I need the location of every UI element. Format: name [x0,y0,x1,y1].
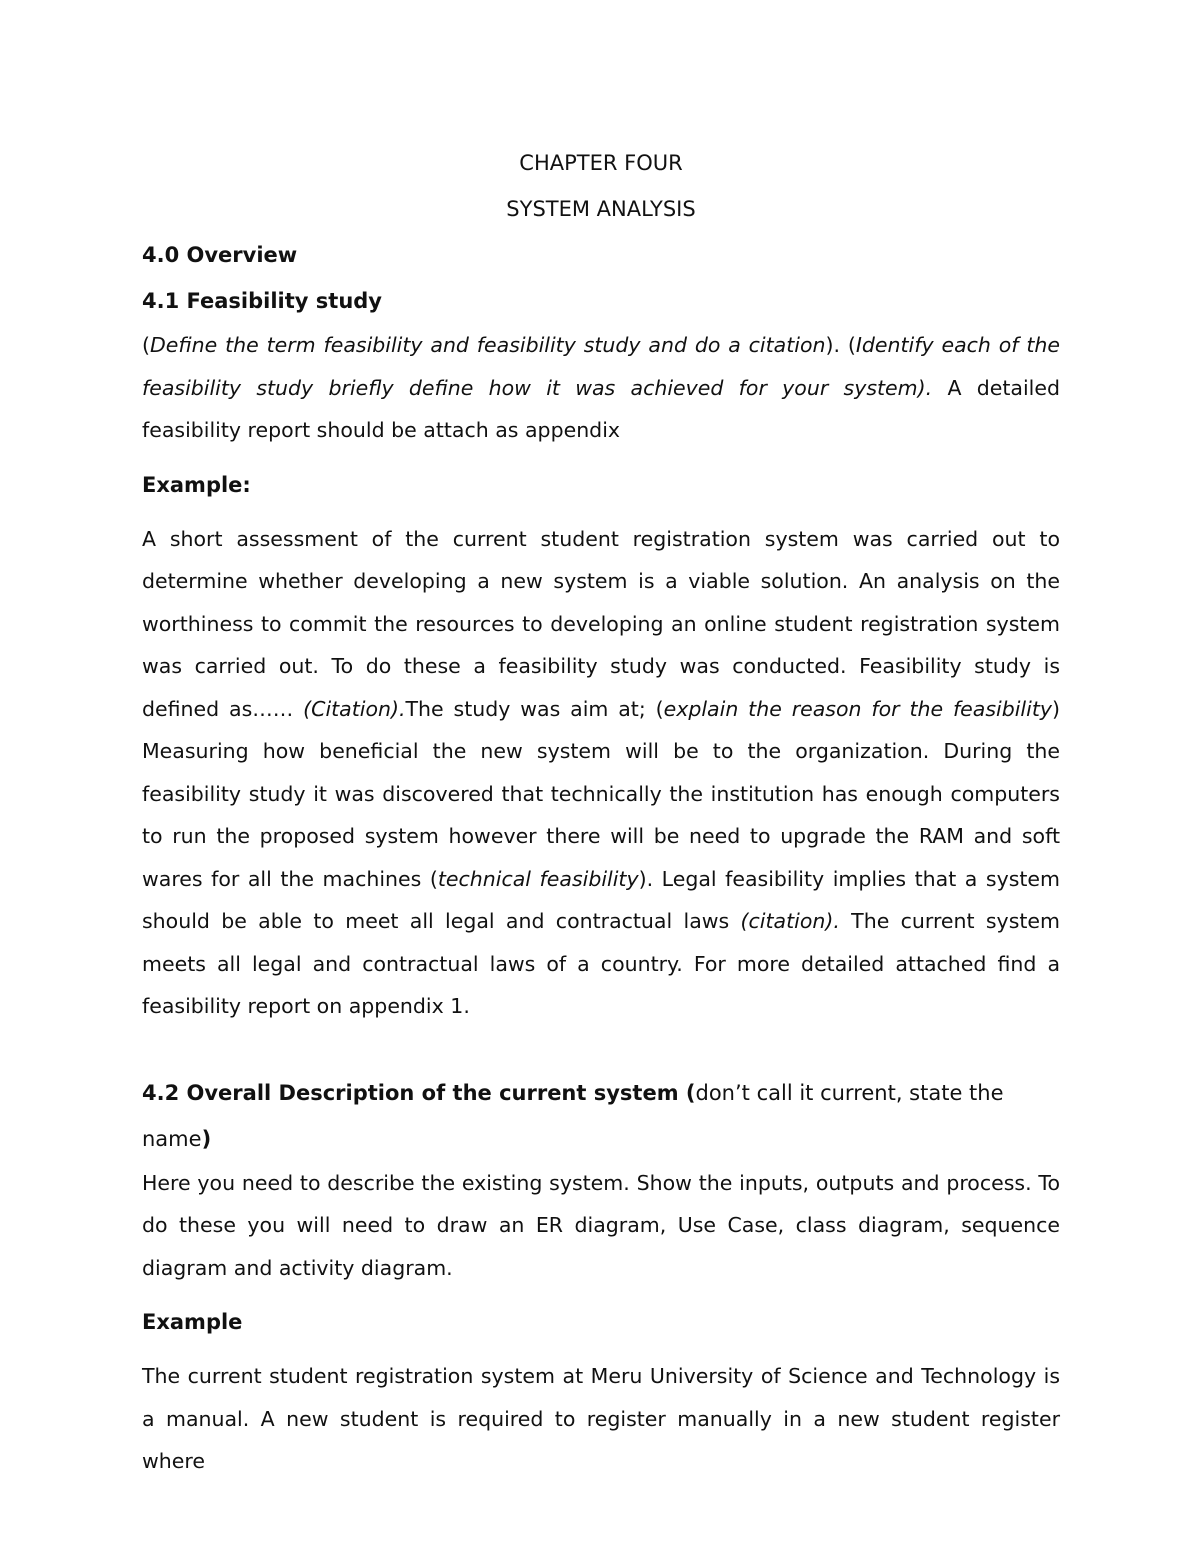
spacer [142,1028,1060,1070]
text-fragment: The study was aim at; ( [405,696,664,721]
italic-instruction: explain the reason for the feasibility [663,696,1052,721]
current-system-instructions: Here you need to describe the existing system. Show the inputs, outputs and process. To do these you will need to draw an ER diagram, Use Case, class diagram, sequence diagram and activity diagram. [142,1170,1060,1280]
document-content [142,140,1060,1483]
chapter-number: CHAPTER FOUR [519,151,683,175]
section-heading-overview: 4.0 Overview [142,243,298,267]
text-fragment: ) Measuring how beneficial the new system will be to the organization. During the feasibility study it was discovered that technically the institution has enough computers to run the proposed system however there will be need to upgrade the RAM and soft wares for all the machines ( [142,696,1060,891]
feasibility-example-paragraph [142,518,1060,1028]
current-system-example-paragraph: The current student registration system at Meru University of Science and Technology is a manual. A new student is required to register manually in a new student register where [142,1364,1060,1473]
heading-bold-part: 4.2 Overall Description of the current system ( [142,1080,696,1105]
heading-note: don’t call it current, state the name [142,1080,1004,1151]
italic-term: technical feasibility [437,866,639,891]
example-label: Example [142,1310,243,1334]
italic-instruction: Define the term feasibility and feasibility study and do a citation [150,333,826,357]
text-fragment: ). Legal feasibility implies that a system should be able to meet all legal and contractual laws [142,866,1061,933]
section-heading-current-system [142,1070,1060,1162]
chapter-title: SYSTEM ANALYSIS [506,197,696,221]
text-fragment: A short assessment of the current student registration system was carried out to determine whether developing a new system is a viable solution. An analysis on the worthiness to commit the resources to developing an online student registration system was carried out. To do these a feasibility study was conducted. Feasibility study is defined as…… [142,526,1060,721]
italic-instruction: Identify each of the feasibility study briefly define how it was achieved for your system). [142,333,1061,400]
text-fragment: The current system meets all legal and contractual laws of a country. For more detailed attached find a feasibility report on appendix 1. [142,909,1060,1018]
italic-citation: (Citation). [303,696,406,721]
example-label: Example: [142,472,251,497]
text-fragment: ). ( [825,333,856,357]
text-fragment: A detailed feasibility report should be attach as appendix [142,375,1060,442]
text-fragment: ( [142,333,150,357]
section-heading-feasibility: 4.1 Feasibility study [142,289,382,313]
feasibility-instructions [142,324,1060,452]
heading-bold-close: ) [201,1126,212,1151]
italic-citation: (citation). [740,909,840,933]
